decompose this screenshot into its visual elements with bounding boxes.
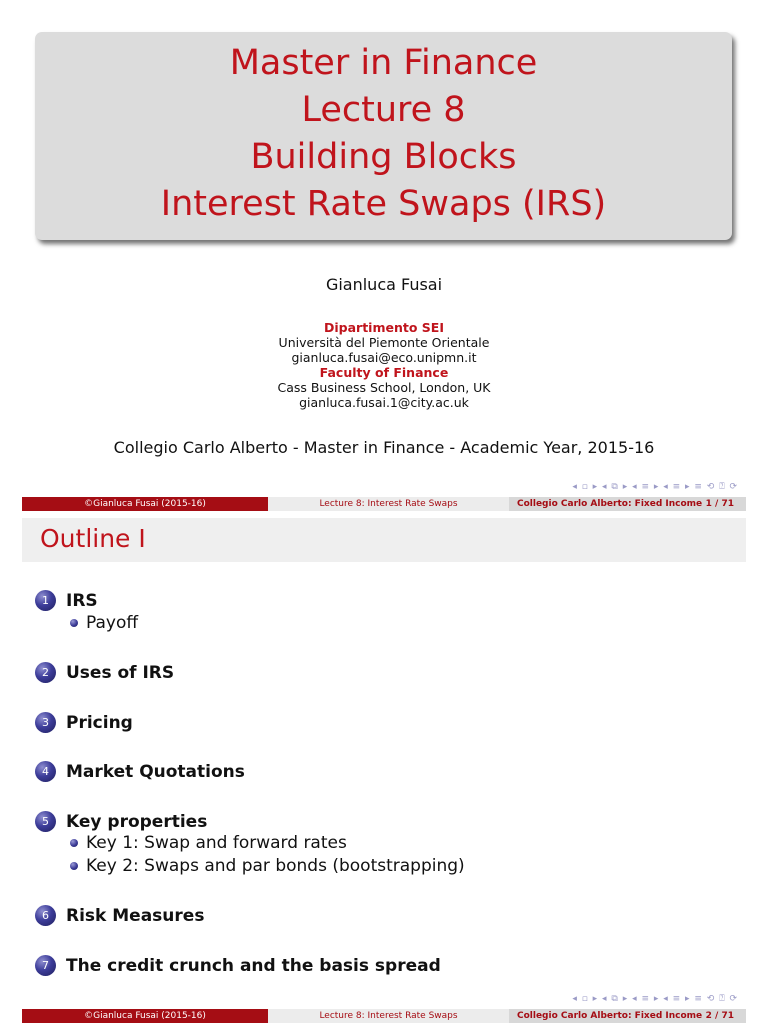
author-name: Gianluca Fusai [325,275,443,294]
outline-item[interactable] [35,761,245,782]
number-ball-icon: 4 [35,761,56,782]
title-line: Lecture 8 [301,90,466,130]
footer-course-name: Collegio Carlo Alberto: Fixed Income [517,1011,703,1021]
outline-item-label: IRS [66,590,98,611]
outline-subitem-label: Key 1: Swap and forward rates [86,833,347,853]
outline-item[interactable] [35,811,207,832]
institute-school: Cass Business School, London, UK [277,380,491,395]
slide-title [35,40,732,228]
outline-item-label: Pricing [66,712,133,733]
number-ball-icon: 7 [35,955,56,976]
outline-item-label: The credit crunch and the basis spread [66,955,441,976]
footer-lecture: Lecture 8: Interest Rate Swaps [268,497,509,511]
navigation-icons[interactable]: ◂ ▫ ▸ ◂ ⧉ ▸ ◂ ≡ ▸ ◂ ≡ ▸ ≡ ⟲ ⍰ ⟳ [572,482,738,492]
outline-item-label: Key properties [66,811,208,832]
bullet-icon [70,619,78,627]
institute-dept: Dipartimento SEI [324,320,444,335]
bullet-icon [70,862,78,870]
slide-footer [22,497,746,511]
outline-item[interactable] [35,712,133,733]
title-line: Master in Finance [229,43,538,83]
number-ball-icon: 6 [35,905,56,926]
institute-email: gianluca.fusai@eco.unipmn.it [291,350,477,365]
number-ball-icon: 2 [35,662,56,683]
footer-page-number: 1 / 71 [705,499,734,509]
footer-lecture: Lecture 8: Interest Rate Swaps [268,1009,509,1023]
footer-page-number: 2 / 71 [705,1011,734,1021]
institute-univ: Università del Piemonte Orientale [278,335,490,350]
footer-course [509,1009,746,1023]
number-ball-icon: 5 [35,811,56,832]
institute-faculty: Faculty of Finance [319,365,449,380]
outline-subitem-label: Key 2: Swaps and par bonds (bootstrapping) [86,856,465,876]
venue-line: Collegio Carlo Alberto - Master in Finance - Academic Year, 2015-16 [113,438,655,457]
outline-subitem-label: Payoff [86,613,139,633]
footer-course [509,497,746,511]
slide-footer [22,1009,746,1023]
outline-subitem[interactable] [70,613,138,633]
outline-item-label: Uses of IRS [66,662,175,683]
footer-author: ©Gianluca Fusai (2015-16) [22,497,268,511]
outline-item[interactable] [35,905,204,926]
footer-course-name: Collegio Carlo Alberto: Fixed Income [517,499,703,509]
title-line: Interest Rate Swaps (IRS) [160,184,607,224]
frame-title: Outline I [40,524,146,553]
outline-item-label: Market Quotations [66,761,245,782]
outline-item[interactable] [35,955,441,976]
title-line: Building Blocks [250,137,517,177]
number-ball-icon: 3 [35,712,56,733]
bullet-icon [70,839,78,847]
navigation-icons[interactable]: ◂ ▫ ▸ ◂ ⧉ ▸ ◂ ≡ ▸ ◂ ≡ ▸ ≡ ⟲ ⍰ ⟳ [572,994,738,1004]
outline-item[interactable] [35,590,98,611]
institute-email: gianluca.fusai.1@city.ac.uk [299,395,469,410]
outline-item-label: Risk Measures [66,905,205,926]
footer-author: ©Gianluca Fusai (2015-16) [22,1009,268,1023]
outline-subitem[interactable] [70,833,347,853]
number-ball-icon: 1 [35,590,56,611]
outline-subitem[interactable] [70,856,465,876]
outline-item[interactable] [35,662,174,683]
